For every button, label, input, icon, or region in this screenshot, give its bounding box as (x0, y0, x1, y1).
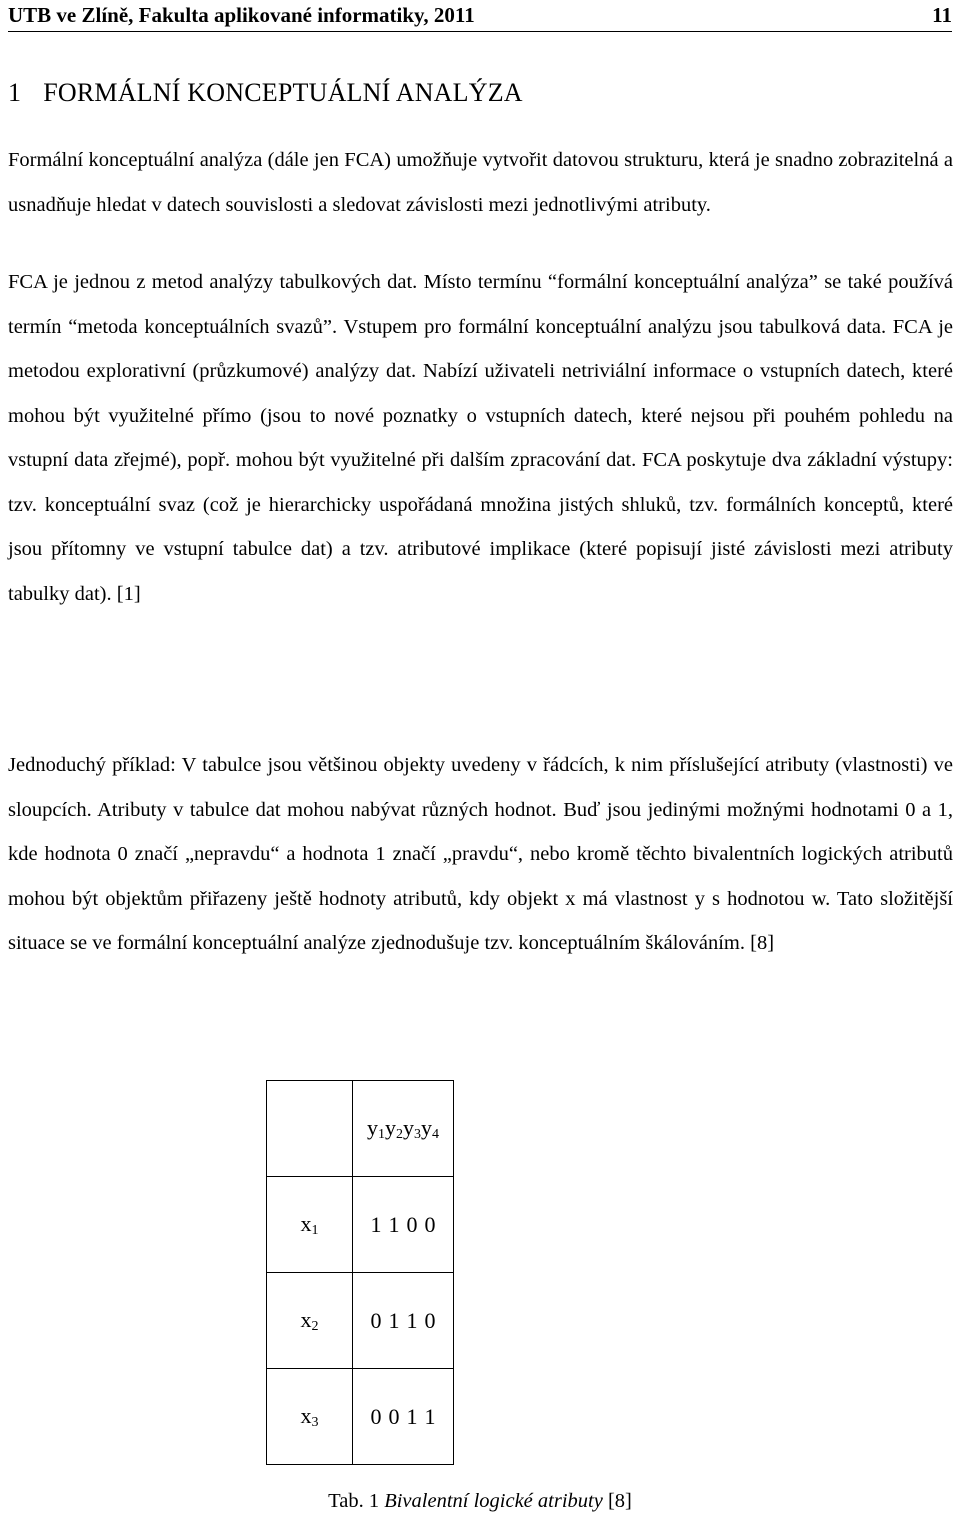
table-header-row (267, 1081, 454, 1177)
caption-label: Tab. 1 (328, 1490, 380, 1512)
table-row (267, 1177, 454, 1273)
chapter-title: FORMÁLNÍ KONCEPTUÁLNÍ ANALÝZA (43, 78, 523, 107)
row-header: $x_3$ (300, 1402, 319, 1430)
table-cell-value: 0 (370, 1307, 382, 1333)
table-cell-value: 1 (406, 1307, 418, 1333)
table-cell-value: 1 (370, 1211, 382, 1237)
chapter-number: 1 (8, 78, 22, 107)
bivalent-attributes-table (266, 1080, 454, 1465)
table-container (266, 1080, 454, 1465)
caption-reference: [8] (607, 1490, 632, 1512)
chapter-heading (8, 78, 523, 108)
row-header: $x_2$ (300, 1306, 319, 1334)
column-header: $y_3$ (403, 1114, 421, 1142)
paragraph-intro: Formální konceptuální analýza (dále jen FCA) umožňuje vytvořit datovou strukturu, která je snadno zobrazitelná a usnadňuje hledat v datech souvislosti a sledovat závislosti mezi jednotlivými atributy. (8, 149, 953, 216)
table-cell-value: 0 (406, 1211, 418, 1237)
table-cell-value: 0 (424, 1307, 436, 1333)
page-header (8, 0, 952, 32)
table-cell-value: 0 (370, 1403, 382, 1429)
table-cell-value: 0 (388, 1403, 400, 1429)
column-header: $y_2$ (385, 1114, 403, 1142)
table-cell-value: 0 (424, 1211, 436, 1237)
header-title: UTB ve Zlíně, Fakulta aplikované informatiky, 2011 (8, 3, 475, 27)
column-header: $y_1$ (367, 1114, 385, 1142)
page-number: 11 (932, 3, 952, 27)
table-row (267, 1273, 454, 1369)
table-caption (0, 1490, 960, 1513)
row-values-cell (353, 1369, 454, 1465)
row-values-cell (353, 1177, 454, 1273)
table-corner-cell (267, 1081, 353, 1177)
table-cell-value: 1 (406, 1403, 418, 1429)
table-header-cell (353, 1081, 454, 1177)
caption-title: Bivalentní logické atributy (384, 1490, 603, 1512)
table-cell-value: 1 (388, 1211, 400, 1237)
table-row (267, 1369, 454, 1465)
table-cell-value: 1 (388, 1307, 400, 1333)
table-cell-value: 1 (424, 1403, 436, 1429)
row-header-cell (267, 1177, 353, 1273)
column-header: $y_4$ (421, 1114, 439, 1142)
row-header-cell (267, 1369, 353, 1465)
paragraph-example: Jednoduchý příklad: V tabulce jsou většinou objekty uvedeny v řádcích, k nim příslušející atributy (vlastnosti) ve sloupcích. Atributy v tabulce dat mohou nabývat různých hodnot. Buď jsou jedinými možnými hodnotami 0 a 1, kde hodnota 0 značí „nepravdu“ a hodnota 1 značí „pravdu“, nebo kromě těchto bivalentních logických atributů mohou být objektům přiřazeny ještě hodnoty atributů, kdy objekt x má vlastnost y s hodnotou w. Tato složitější situace se ve formální konceptuální analýze zjednodušuje tzv. konceptuálním škálováním. [8] (8, 754, 953, 954)
row-values-cell (353, 1273, 454, 1369)
row-header: $x_1$ (300, 1210, 319, 1238)
paragraph-fca-description: FCA je jednou z metod analýzy tabulkových dat. Místo termínu “formální konceptuální analýza” se také používá termín “metoda konceptuálních svazů”. Vstupem pro formální konceptuální analýzu jsou tabulková data. FCA je metodou explorativní (průzkumové) analýzy dat. Nabízí uživateli netriviální informace o vstupních datech, které mohou být využitelné přímo (jsou to nové poznatky o vstupních datech, které nejsou při pouhém pohledu na vstupní data zřejmé), popř. mohou být využitelné při dalším zpracování dat. FCA poskytuje dva základní výstupy: tzv. konceptuální svaz (což je hierarchicky uspořádaná množina jistých shluků, tzv. formálních konceptů, které jsou přítomny ve vstupní tabulce dat) a tzv. atributové implikace (které popisují jisté závislosti mezi atributy tabulky dat). [1] (8, 271, 953, 605)
row-header-cell (267, 1273, 353, 1369)
